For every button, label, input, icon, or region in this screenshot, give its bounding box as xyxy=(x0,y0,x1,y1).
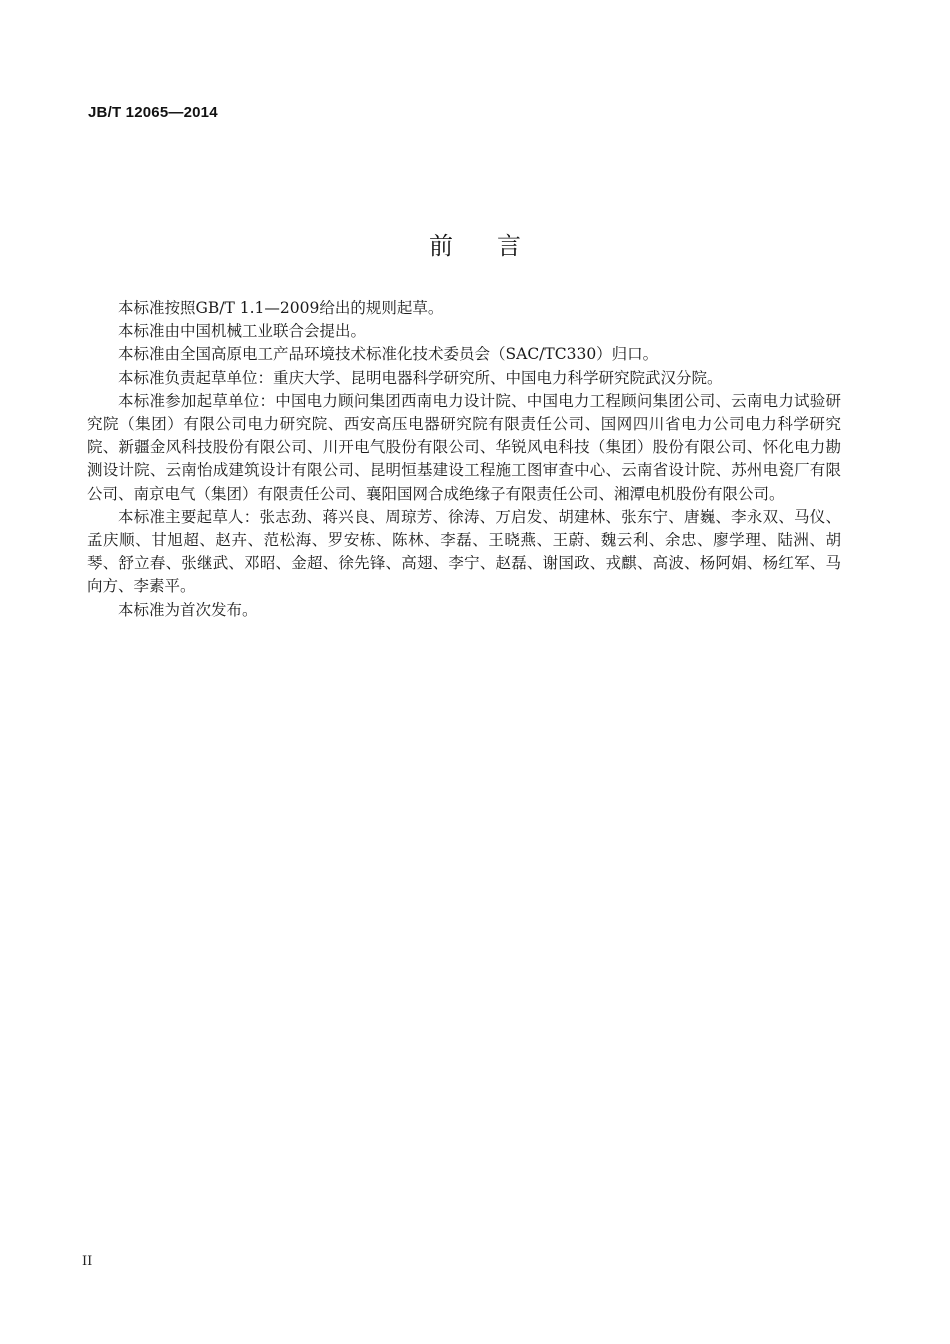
page-number: II xyxy=(82,1254,93,1269)
paragraph-drafting-rules: 本标准按照GB/T 1.1—2009给出的规则起草。 xyxy=(118,299,444,317)
paragraph-main-drafters: 本标准主要起草人：张志劲、蒋兴良、周琼芳、徐涛、万启发、胡建林、张东宁、唐巍、李永双、马仪、孟庆顺、甘旭超、赵卉、范松海、罗安栋、陈林、李磊、王晓燕、王蔚、魏云利、余忠、廖学理、陆洲、胡琴、舒立春、张继武、邓昭、金超、徐先锋、高翅、李宁、赵磊、谢国政、戎麒、高波、杨阿娟、杨红军、马向方、李素平。 xyxy=(87,507,841,596)
page-title: 前言 xyxy=(429,232,565,261)
standard-code xyxy=(88,104,218,121)
paragraph-participating-units: 本标准参加起草单位：中国电力顾问集团西南电力设计院、中国电力工程顾问集团公司、云南电力试验研究院（集团）有限公司电力研究院、西安高压电器研究院有限责任公司、国网四川省电力公司电力科学研究院、新疆金风科技股份有限公司、川开电气股份有限公司、华锐风电科技（集团）股份有限公司、怀化电力勘测设计院、云南怡成建筑设计有限公司、昆明恒基建设工程施工图审查中心、云南省设计院、苏州电瓷厂有限公司、南京电气（集团）有限责任公司、襄阳国网合成绝缘子有限责任公司、湘潭电机股份有限公司。 xyxy=(87,391,841,503)
paragraph-lead-units: 本标准负责起草单位：重庆大学、昆明电器科学研究所、中国电力科学研究院武汉分院。 xyxy=(118,368,723,387)
paragraph-first-release: 本标准为首次发布。 xyxy=(118,600,258,619)
standard-code-text: JB/T 12065—2014 xyxy=(88,104,218,121)
paragraph-proposer: 本标准由中国机械工业联合会提出。 xyxy=(118,322,367,341)
foreword-body xyxy=(87,297,841,622)
paragraph-committee: 本标准由全国高原电工产品环境技术标准化技术委员会（SAC/TC330）归口。 xyxy=(118,345,659,364)
